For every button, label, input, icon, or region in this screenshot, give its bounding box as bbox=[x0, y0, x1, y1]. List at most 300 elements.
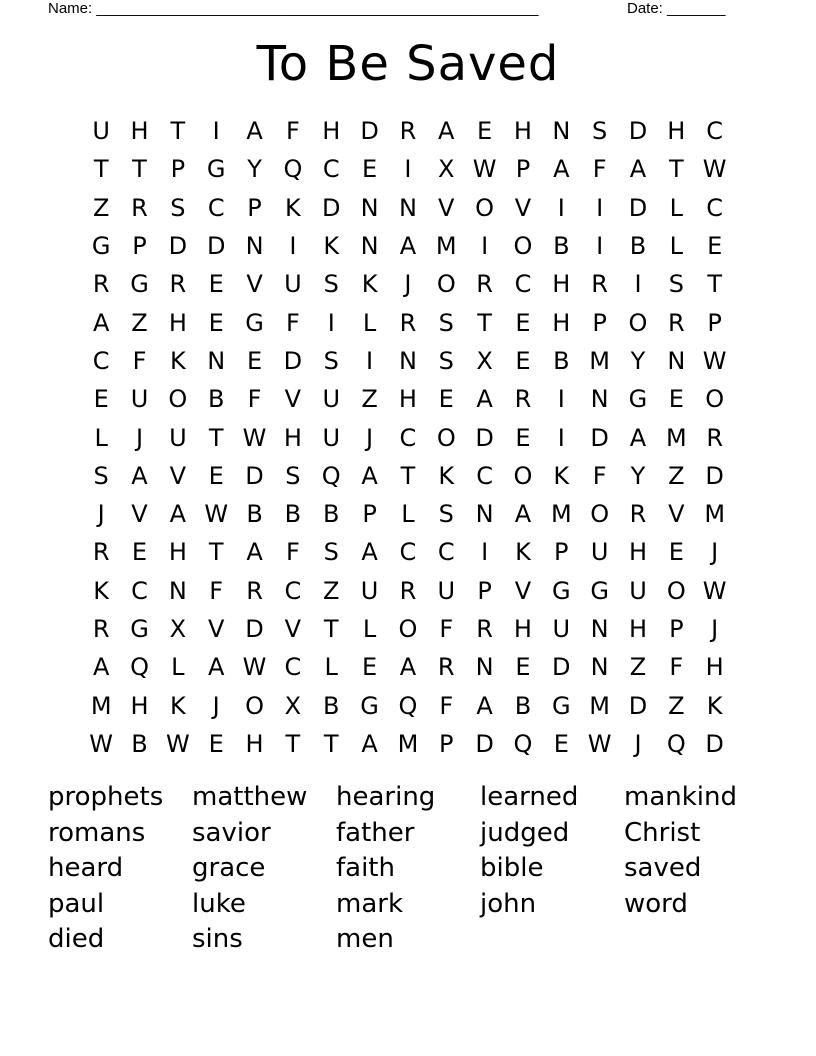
grid-letter[interactable]: D bbox=[590, 423, 609, 452]
grid-letter[interactable]: M bbox=[589, 691, 610, 720]
grid-letter[interactable]: Z bbox=[361, 385, 378, 414]
grid-letter[interactable]: E bbox=[208, 461, 224, 490]
grid-letter[interactable]: L bbox=[324, 653, 338, 682]
grid-letter[interactable]: R bbox=[706, 423, 724, 452]
grid-letter[interactable]: Z bbox=[323, 576, 340, 605]
grid-letter[interactable]: U bbox=[360, 576, 379, 605]
grid-letter[interactable]: T bbox=[93, 155, 109, 184]
grid-letter[interactable]: E bbox=[246, 346, 263, 375]
grid-letter[interactable]: C bbox=[399, 423, 417, 452]
grid-letter[interactable]: B bbox=[323, 691, 340, 720]
grid-row bbox=[82, 610, 734, 648]
grid-letter[interactable]: V bbox=[207, 615, 225, 643]
grid-letter[interactable]: U bbox=[629, 576, 647, 605]
grid-letter[interactable]: P bbox=[477, 576, 492, 605]
grid-letter[interactable]: R bbox=[437, 653, 455, 682]
grid-letter[interactable]: H bbox=[245, 729, 264, 758]
grid-letter[interactable]: T bbox=[323, 615, 339, 643]
grid-letter[interactable]: F bbox=[209, 576, 224, 605]
grid-letter[interactable]: P bbox=[554, 538, 569, 567]
grid-letter[interactable]: A bbox=[92, 308, 110, 337]
grid-letter[interactable]: A bbox=[399, 232, 417, 261]
grid-letter[interactable]: A bbox=[246, 538, 263, 567]
grid-letter[interactable]: F bbox=[669, 653, 684, 682]
grid-letter[interactable]: K bbox=[323, 232, 340, 261]
grid-letter[interactable]: I bbox=[481, 538, 489, 567]
grid-letter[interactable]: H bbox=[628, 538, 647, 567]
grid-letter[interactable]: F bbox=[132, 346, 147, 375]
grid-letter[interactable]: P bbox=[707, 308, 722, 337]
grid-letter[interactable]: Q bbox=[513, 729, 533, 758]
grid-letter[interactable]: J bbox=[711, 538, 719, 567]
grid-letter[interactable]: W bbox=[702, 155, 727, 184]
grid-letter[interactable]: M bbox=[589, 346, 610, 375]
grid-letter[interactable]: R bbox=[476, 270, 493, 299]
grid-letter[interactable]: N bbox=[475, 500, 494, 529]
grid-letter[interactable]: S bbox=[93, 461, 109, 490]
grid-letter[interactable]: I bbox=[596, 193, 604, 222]
grid-letter[interactable]: Y bbox=[630, 346, 646, 375]
grid-letter[interactable]: D bbox=[283, 346, 303, 375]
grid-letter[interactable]: A bbox=[131, 461, 148, 490]
date-field-label[interactable]: Date: _______ bbox=[627, 0, 726, 17]
grid-letter[interactable]: I bbox=[289, 232, 297, 261]
grid-letter[interactable]: U bbox=[92, 117, 110, 146]
grid-letter[interactable]: D bbox=[705, 461, 724, 490]
grid-letter[interactable]: J bbox=[135, 423, 144, 452]
grid-letter[interactable]: H bbox=[168, 538, 187, 567]
grid-letter[interactable]: F bbox=[285, 117, 300, 146]
grid-letter[interactable]: Z bbox=[131, 308, 148, 337]
grid-letter[interactable]: O bbox=[245, 691, 264, 720]
grid-letter[interactable]: X bbox=[438, 155, 455, 184]
grid-letter[interactable]: C bbox=[207, 193, 225, 222]
grid-letter[interactable]: Y bbox=[630, 461, 646, 490]
grid-letter[interactable]: X bbox=[169, 615, 187, 643]
grid-letter[interactable]: V bbox=[246, 270, 263, 299]
grid-letter[interactable]: S bbox=[438, 500, 454, 529]
grid-letter[interactable]: F bbox=[285, 308, 300, 337]
grid-letter[interactable]: E bbox=[361, 653, 378, 682]
grid-letter[interactable]: E bbox=[208, 729, 224, 758]
grid-letter[interactable]: G bbox=[91, 232, 111, 261]
grid-letter[interactable]: T bbox=[477, 308, 492, 337]
grid-letter[interactable]: J bbox=[404, 270, 412, 299]
grid-letter[interactable]: H bbox=[168, 308, 187, 337]
grid-letter[interactable]: C bbox=[284, 576, 302, 605]
grid-letter[interactable]: D bbox=[552, 653, 571, 682]
grid-letter[interactable]: G bbox=[551, 576, 571, 605]
grid-letter[interactable]: T bbox=[668, 155, 684, 184]
grid-letter[interactable]: Q bbox=[398, 691, 418, 720]
grid-letter[interactable]: F bbox=[439, 615, 454, 643]
grid-letter[interactable]: K bbox=[553, 461, 570, 490]
grid-letter[interactable]: I bbox=[366, 346, 374, 375]
grid-letter[interactable]: K bbox=[361, 270, 378, 299]
grid-letter[interactable]: R bbox=[399, 576, 417, 605]
grid-letter[interactable]: J bbox=[366, 423, 374, 452]
grid-letter[interactable]: L bbox=[362, 615, 377, 643]
grid-letter[interactable]: P bbox=[592, 308, 607, 337]
grid-letter[interactable]: L bbox=[362, 308, 377, 337]
grid-letter[interactable]: W bbox=[89, 729, 114, 758]
grid-letter[interactable]: N bbox=[398, 346, 417, 375]
grid-letter[interactable]: N bbox=[168, 576, 187, 605]
grid-letter[interactable]: O bbox=[666, 576, 686, 605]
word-bank-item: luke bbox=[192, 888, 246, 919]
grid-letter[interactable]: D bbox=[206, 232, 226, 261]
grid-letter[interactable]: D bbox=[628, 117, 648, 146]
grid-letter[interactable]: D bbox=[475, 729, 494, 758]
grid-letter[interactable]: O bbox=[590, 500, 610, 529]
grid-letter[interactable]: W bbox=[204, 500, 229, 529]
grid-letter[interactable]: W bbox=[242, 653, 267, 682]
grid-letter[interactable]: C bbox=[706, 117, 724, 146]
grid-letter[interactable]: K bbox=[706, 691, 723, 720]
grid-letter[interactable]: F bbox=[285, 538, 300, 567]
grid-letter[interactable]: J bbox=[212, 691, 220, 720]
grid-letter[interactable]: A bbox=[207, 653, 225, 682]
grid-letter[interactable]: H bbox=[130, 117, 149, 146]
grid-letter[interactable]: I bbox=[596, 232, 604, 261]
grid-letter[interactable]: W bbox=[702, 576, 727, 605]
grid-letter[interactable]: U bbox=[552, 615, 571, 643]
grid-letter[interactable]: K bbox=[438, 461, 455, 490]
grid-letter[interactable]: U bbox=[437, 576, 456, 605]
grid-letter[interactable]: V bbox=[438, 193, 455, 222]
grid-letter[interactable]: L bbox=[171, 653, 185, 682]
grid-letter[interactable]: B bbox=[207, 385, 225, 414]
grid-letter[interactable]: N bbox=[590, 653, 609, 682]
grid-letter[interactable]: L bbox=[669, 232, 684, 261]
page-title: To Be Saved bbox=[256, 36, 560, 92]
grid-letter[interactable]: H bbox=[130, 691, 149, 720]
word-bank-item: paul bbox=[48, 888, 105, 919]
grid-letter[interactable]: K bbox=[169, 346, 186, 375]
grid-letter[interactable]: W bbox=[587, 729, 612, 758]
grid-letter[interactable]: V bbox=[169, 461, 187, 490]
grid-letter[interactable]: F bbox=[247, 385, 262, 414]
grid-letter[interactable]: K bbox=[169, 691, 186, 720]
grid-letter[interactable]: B bbox=[284, 500, 302, 529]
grid-letter[interactable]: Z bbox=[668, 691, 685, 720]
grid-letter[interactable]: A bbox=[361, 729, 378, 758]
grid-letter[interactable]: D bbox=[321, 193, 341, 222]
grid-letter[interactable]: H bbox=[705, 653, 724, 682]
grid-letter[interactable]: R bbox=[591, 270, 608, 299]
grid-letter[interactable]: L bbox=[94, 423, 108, 452]
grid-letter[interactable]: J bbox=[634, 729, 642, 758]
grid-letter[interactable]: M bbox=[665, 423, 687, 452]
grid-letter[interactable]: F bbox=[592, 461, 607, 490]
grid-letter[interactable]: E bbox=[438, 385, 454, 414]
grid-letter[interactable]: O bbox=[513, 232, 533, 261]
grid-letter[interactable]: Q bbox=[321, 461, 341, 490]
grid-letter[interactable]: D bbox=[628, 193, 648, 222]
grid-letter[interactable]: V bbox=[514, 576, 532, 605]
grid-letter[interactable]: R bbox=[514, 385, 532, 414]
grid-letter[interactable]: S bbox=[323, 270, 339, 299]
grid-letter[interactable]: E bbox=[668, 538, 684, 567]
grid-letter[interactable]: Z bbox=[92, 193, 110, 222]
grid-letter[interactable]: M bbox=[397, 729, 419, 758]
grid-letter[interactable]: A bbox=[438, 117, 455, 146]
grid-letter[interactable]: G bbox=[130, 615, 149, 643]
grid-letter[interactable]: P bbox=[669, 615, 684, 643]
grid-letter[interactable]: A bbox=[476, 385, 493, 414]
grid-letter[interactable]: D bbox=[360, 117, 379, 146]
grid-letter[interactable]: A bbox=[361, 538, 378, 567]
grid-letter[interactable]: W bbox=[165, 729, 190, 758]
grid-letter[interactable]: G bbox=[628, 385, 648, 414]
grid-letter[interactable]: C bbox=[284, 653, 302, 682]
grid-letter[interactable]: H bbox=[628, 615, 647, 643]
grid-letter[interactable]: R bbox=[92, 270, 110, 299]
grid-letter[interactable]: D bbox=[245, 615, 264, 643]
grid-letter[interactable]: A bbox=[553, 155, 570, 184]
grid-letter[interactable]: E bbox=[515, 346, 531, 375]
grid-letter[interactable]: T bbox=[132, 155, 147, 184]
grid-letter[interactable]: I bbox=[481, 232, 489, 261]
grid-letter[interactable]: H bbox=[513, 117, 532, 146]
grid-letter[interactable]: R bbox=[629, 500, 647, 529]
grid-letter[interactable]: V bbox=[514, 193, 532, 222]
grid-letter[interactable]: D bbox=[475, 423, 494, 452]
grid-letter[interactable]: E bbox=[208, 270, 224, 299]
grid-letter[interactable]: I bbox=[327, 308, 335, 337]
grid-letter[interactable]: S bbox=[592, 117, 608, 146]
grid-letter[interactable]: C bbox=[322, 155, 340, 184]
grid-letter[interactable]: C bbox=[131, 576, 148, 605]
grid-letter[interactable]: G bbox=[590, 576, 609, 605]
grid-row bbox=[82, 303, 734, 341]
grid-letter[interactable]: S bbox=[170, 193, 186, 222]
grid-letter[interactable]: N bbox=[245, 232, 264, 261]
grid-letter[interactable]: A bbox=[361, 461, 378, 490]
grid-letter[interactable]: B bbox=[131, 729, 148, 758]
grid-letter[interactable]: G bbox=[360, 691, 379, 720]
grid-row bbox=[82, 150, 734, 188]
grid-letter[interactable]: T bbox=[323, 729, 339, 758]
grid-letter[interactable]: G bbox=[551, 691, 571, 720]
grid-letter[interactable]: I bbox=[634, 270, 642, 299]
grid-letter[interactable]: U bbox=[130, 385, 149, 414]
grid-letter[interactable]: N bbox=[360, 232, 379, 261]
grid-letter[interactable]: C bbox=[514, 270, 532, 299]
grid-letter[interactable]: R bbox=[667, 308, 685, 337]
grid-letter[interactable]: E bbox=[515, 653, 531, 682]
grid-letter[interactable]: N bbox=[398, 193, 417, 222]
grid-letter[interactable]: V bbox=[668, 500, 685, 529]
grid-letter[interactable]: R bbox=[399, 117, 417, 146]
grid-letter[interactable]: L bbox=[401, 500, 415, 529]
grid-letter[interactable]: S bbox=[285, 461, 301, 490]
grid-letter[interactable]: A bbox=[246, 117, 263, 146]
grid-letter[interactable]: E bbox=[208, 308, 224, 337]
grid-letter[interactable]: C bbox=[399, 538, 417, 567]
grid-letter[interactable]: E bbox=[361, 155, 378, 184]
grid-letter[interactable]: D bbox=[705, 729, 724, 758]
grid-letter[interactable]: L bbox=[669, 193, 684, 222]
grid-letter[interactable]: S bbox=[438, 308, 454, 337]
grid-letter[interactable]: J bbox=[97, 500, 105, 529]
grid-letter[interactable]: Q bbox=[283, 155, 303, 184]
grid-letter[interactable]: E bbox=[131, 538, 148, 567]
grid-letter[interactable]: U bbox=[322, 423, 341, 452]
grid-letter[interactable]: B bbox=[553, 232, 570, 261]
grid-letter[interactable]: H bbox=[552, 308, 571, 337]
grid-letter[interactable]: P bbox=[362, 500, 377, 529]
grid-letter[interactable]: M bbox=[704, 500, 726, 529]
grid-letter[interactable]: F bbox=[592, 155, 607, 184]
grid-letter[interactable]: K bbox=[93, 576, 110, 605]
grid-letter[interactable]: H bbox=[552, 270, 571, 299]
grid-letter[interactable]: B bbox=[246, 500, 263, 529]
grid-letter[interactable]: D bbox=[245, 461, 264, 490]
grid-letter[interactable]: H bbox=[667, 117, 686, 146]
grid-letter[interactable]: Z bbox=[629, 653, 647, 682]
grid-letter[interactable]: N bbox=[552, 117, 571, 146]
grid-letter[interactable]: C bbox=[706, 193, 724, 222]
grid-letter[interactable]: A bbox=[92, 653, 110, 682]
grid-letter[interactable]: M bbox=[435, 232, 457, 261]
grid-letter[interactable]: O bbox=[398, 615, 418, 643]
grid-letter[interactable]: P bbox=[515, 155, 531, 184]
grid-letter[interactable]: C bbox=[92, 346, 110, 375]
grid-letter[interactable]: A bbox=[399, 653, 417, 682]
grid-letter[interactable]: A bbox=[476, 691, 493, 720]
grid-letter[interactable]: M bbox=[90, 691, 112, 720]
grid-letter[interactable]: Y bbox=[247, 155, 262, 184]
grid-letter[interactable]: X bbox=[476, 346, 493, 375]
grid-letter[interactable]: E bbox=[553, 729, 569, 758]
grid-letter[interactable]: H bbox=[283, 423, 302, 452]
grid-letter[interactable]: C bbox=[476, 461, 493, 490]
grid-letter[interactable]: A bbox=[629, 155, 647, 184]
grid-letter[interactable]: D bbox=[168, 232, 188, 261]
grid-letter[interactable]: A bbox=[514, 500, 532, 529]
grid-letter[interactable]: D bbox=[628, 691, 648, 720]
grid-letter[interactable]: N bbox=[207, 346, 226, 375]
grid-letter[interactable]: T bbox=[707, 270, 722, 299]
grid-letter[interactable]: E bbox=[477, 117, 493, 146]
grid-letter[interactable]: E bbox=[93, 385, 109, 414]
grid-letter[interactable]: K bbox=[515, 538, 531, 567]
grid-letter[interactable]: B bbox=[553, 346, 570, 375]
grid-letter[interactable]: T bbox=[400, 461, 416, 490]
grid-letter[interactable]: O bbox=[705, 385, 725, 414]
grid-letter[interactable]: I bbox=[557, 385, 565, 414]
grid-letter[interactable]: P bbox=[170, 155, 186, 184]
name-field-label[interactable]: Name: _____________________________________________________ bbox=[48, 0, 539, 17]
grid-letter[interactable]: G bbox=[206, 155, 226, 184]
grid-letter[interactable]: E bbox=[515, 423, 531, 452]
grid-letter[interactable]: U bbox=[590, 538, 609, 567]
grid-letter[interactable]: N bbox=[475, 653, 494, 682]
grid-letter[interactable]: B bbox=[323, 500, 340, 529]
grid-letter[interactable]: V bbox=[284, 615, 302, 643]
word-bank-item: sins bbox=[192, 924, 243, 954]
grid-letter[interactable]: R bbox=[92, 538, 110, 567]
grid-letter[interactable]: A bbox=[629, 423, 647, 452]
grid-letter[interactable]: U bbox=[169, 423, 187, 452]
grid-letter[interactable]: G bbox=[130, 270, 149, 299]
grid-letter[interactable]: J bbox=[711, 615, 719, 643]
grid-letter[interactable]: S bbox=[323, 346, 339, 375]
grid-letter[interactable]: S bbox=[323, 538, 339, 567]
grid-letter[interactable]: W bbox=[472, 155, 497, 184]
grid-letter[interactable]: Z bbox=[668, 461, 685, 490]
grid-letter[interactable]: I bbox=[557, 193, 565, 222]
grid-letter[interactable]: W bbox=[702, 346, 727, 375]
grid-letter[interactable]: I bbox=[212, 117, 220, 146]
grid-letter[interactable]: O bbox=[168, 385, 188, 414]
grid-letter[interactable]: B bbox=[514, 691, 532, 720]
grid-letter[interactable]: P bbox=[132, 232, 147, 261]
grid-letter[interactable]: H bbox=[322, 117, 341, 146]
grid-letter[interactable]: V bbox=[131, 500, 148, 529]
grid-letter[interactable]: O bbox=[628, 308, 648, 337]
grid-letter[interactable]: E bbox=[515, 308, 531, 337]
grid-letter[interactable]: O bbox=[436, 423, 456, 452]
grid-letter[interactable]: R bbox=[169, 270, 187, 299]
grid-letter[interactable]: I bbox=[404, 155, 412, 184]
grid-letter[interactable]: R bbox=[131, 193, 148, 222]
grid-letter[interactable]: N bbox=[590, 385, 609, 414]
grid-letter[interactable]: M bbox=[550, 500, 572, 529]
grid-letter[interactable]: T bbox=[208, 423, 224, 452]
grid-letter[interactable]: R bbox=[399, 308, 417, 337]
grid-letter[interactable]: N bbox=[590, 615, 609, 643]
grid-letter[interactable]: O bbox=[436, 270, 456, 299]
grid-letter[interactable]: C bbox=[437, 538, 455, 567]
grid-letter[interactable]: Q bbox=[666, 729, 686, 758]
grid-letter[interactable]: T bbox=[285, 729, 301, 758]
word-bank-item: romans bbox=[48, 817, 146, 848]
grid-letter[interactable]: O bbox=[513, 461, 533, 490]
grid-letter[interactable]: I bbox=[557, 423, 565, 452]
grid-letter[interactable]: U bbox=[322, 385, 341, 414]
grid-letter[interactable]: P bbox=[247, 193, 262, 222]
grid-letter[interactable]: G bbox=[245, 308, 264, 337]
grid-letter[interactable]: K bbox=[285, 193, 301, 222]
grid-letter[interactable]: R bbox=[476, 615, 493, 643]
grid-letter[interactable]: E bbox=[668, 385, 684, 414]
grid-letter[interactable]: F bbox=[439, 691, 454, 720]
grid-letter[interactable]: N bbox=[667, 346, 686, 375]
grid-letter[interactable]: H bbox=[513, 615, 532, 643]
grid-letter[interactable]: A bbox=[169, 500, 187, 529]
grid-letter[interactable]: S bbox=[668, 270, 684, 299]
grid-letter[interactable]: T bbox=[170, 117, 186, 146]
grid-letter[interactable]: Q bbox=[130, 653, 149, 682]
grid-letter[interactable]: E bbox=[707, 232, 723, 261]
grid-letter[interactable]: H bbox=[398, 385, 417, 414]
word-bank-item: saved bbox=[624, 853, 702, 883]
grid-letter[interactable]: P bbox=[439, 729, 454, 758]
grid-letter[interactable]: R bbox=[246, 576, 263, 605]
grid-letter[interactable]: V bbox=[284, 385, 302, 414]
grid-letter[interactable]: N bbox=[360, 193, 379, 222]
grid-letter[interactable]: W bbox=[242, 423, 267, 452]
grid-letter[interactable]: B bbox=[629, 232, 647, 261]
grid-letter[interactable]: X bbox=[284, 691, 302, 720]
grid-letter[interactable]: S bbox=[438, 346, 454, 375]
grid-letter[interactable]: O bbox=[475, 193, 495, 222]
grid-letter[interactable]: U bbox=[284, 270, 302, 299]
grid-letter[interactable]: R bbox=[92, 615, 110, 643]
grid-letter[interactable]: T bbox=[208, 538, 224, 567]
